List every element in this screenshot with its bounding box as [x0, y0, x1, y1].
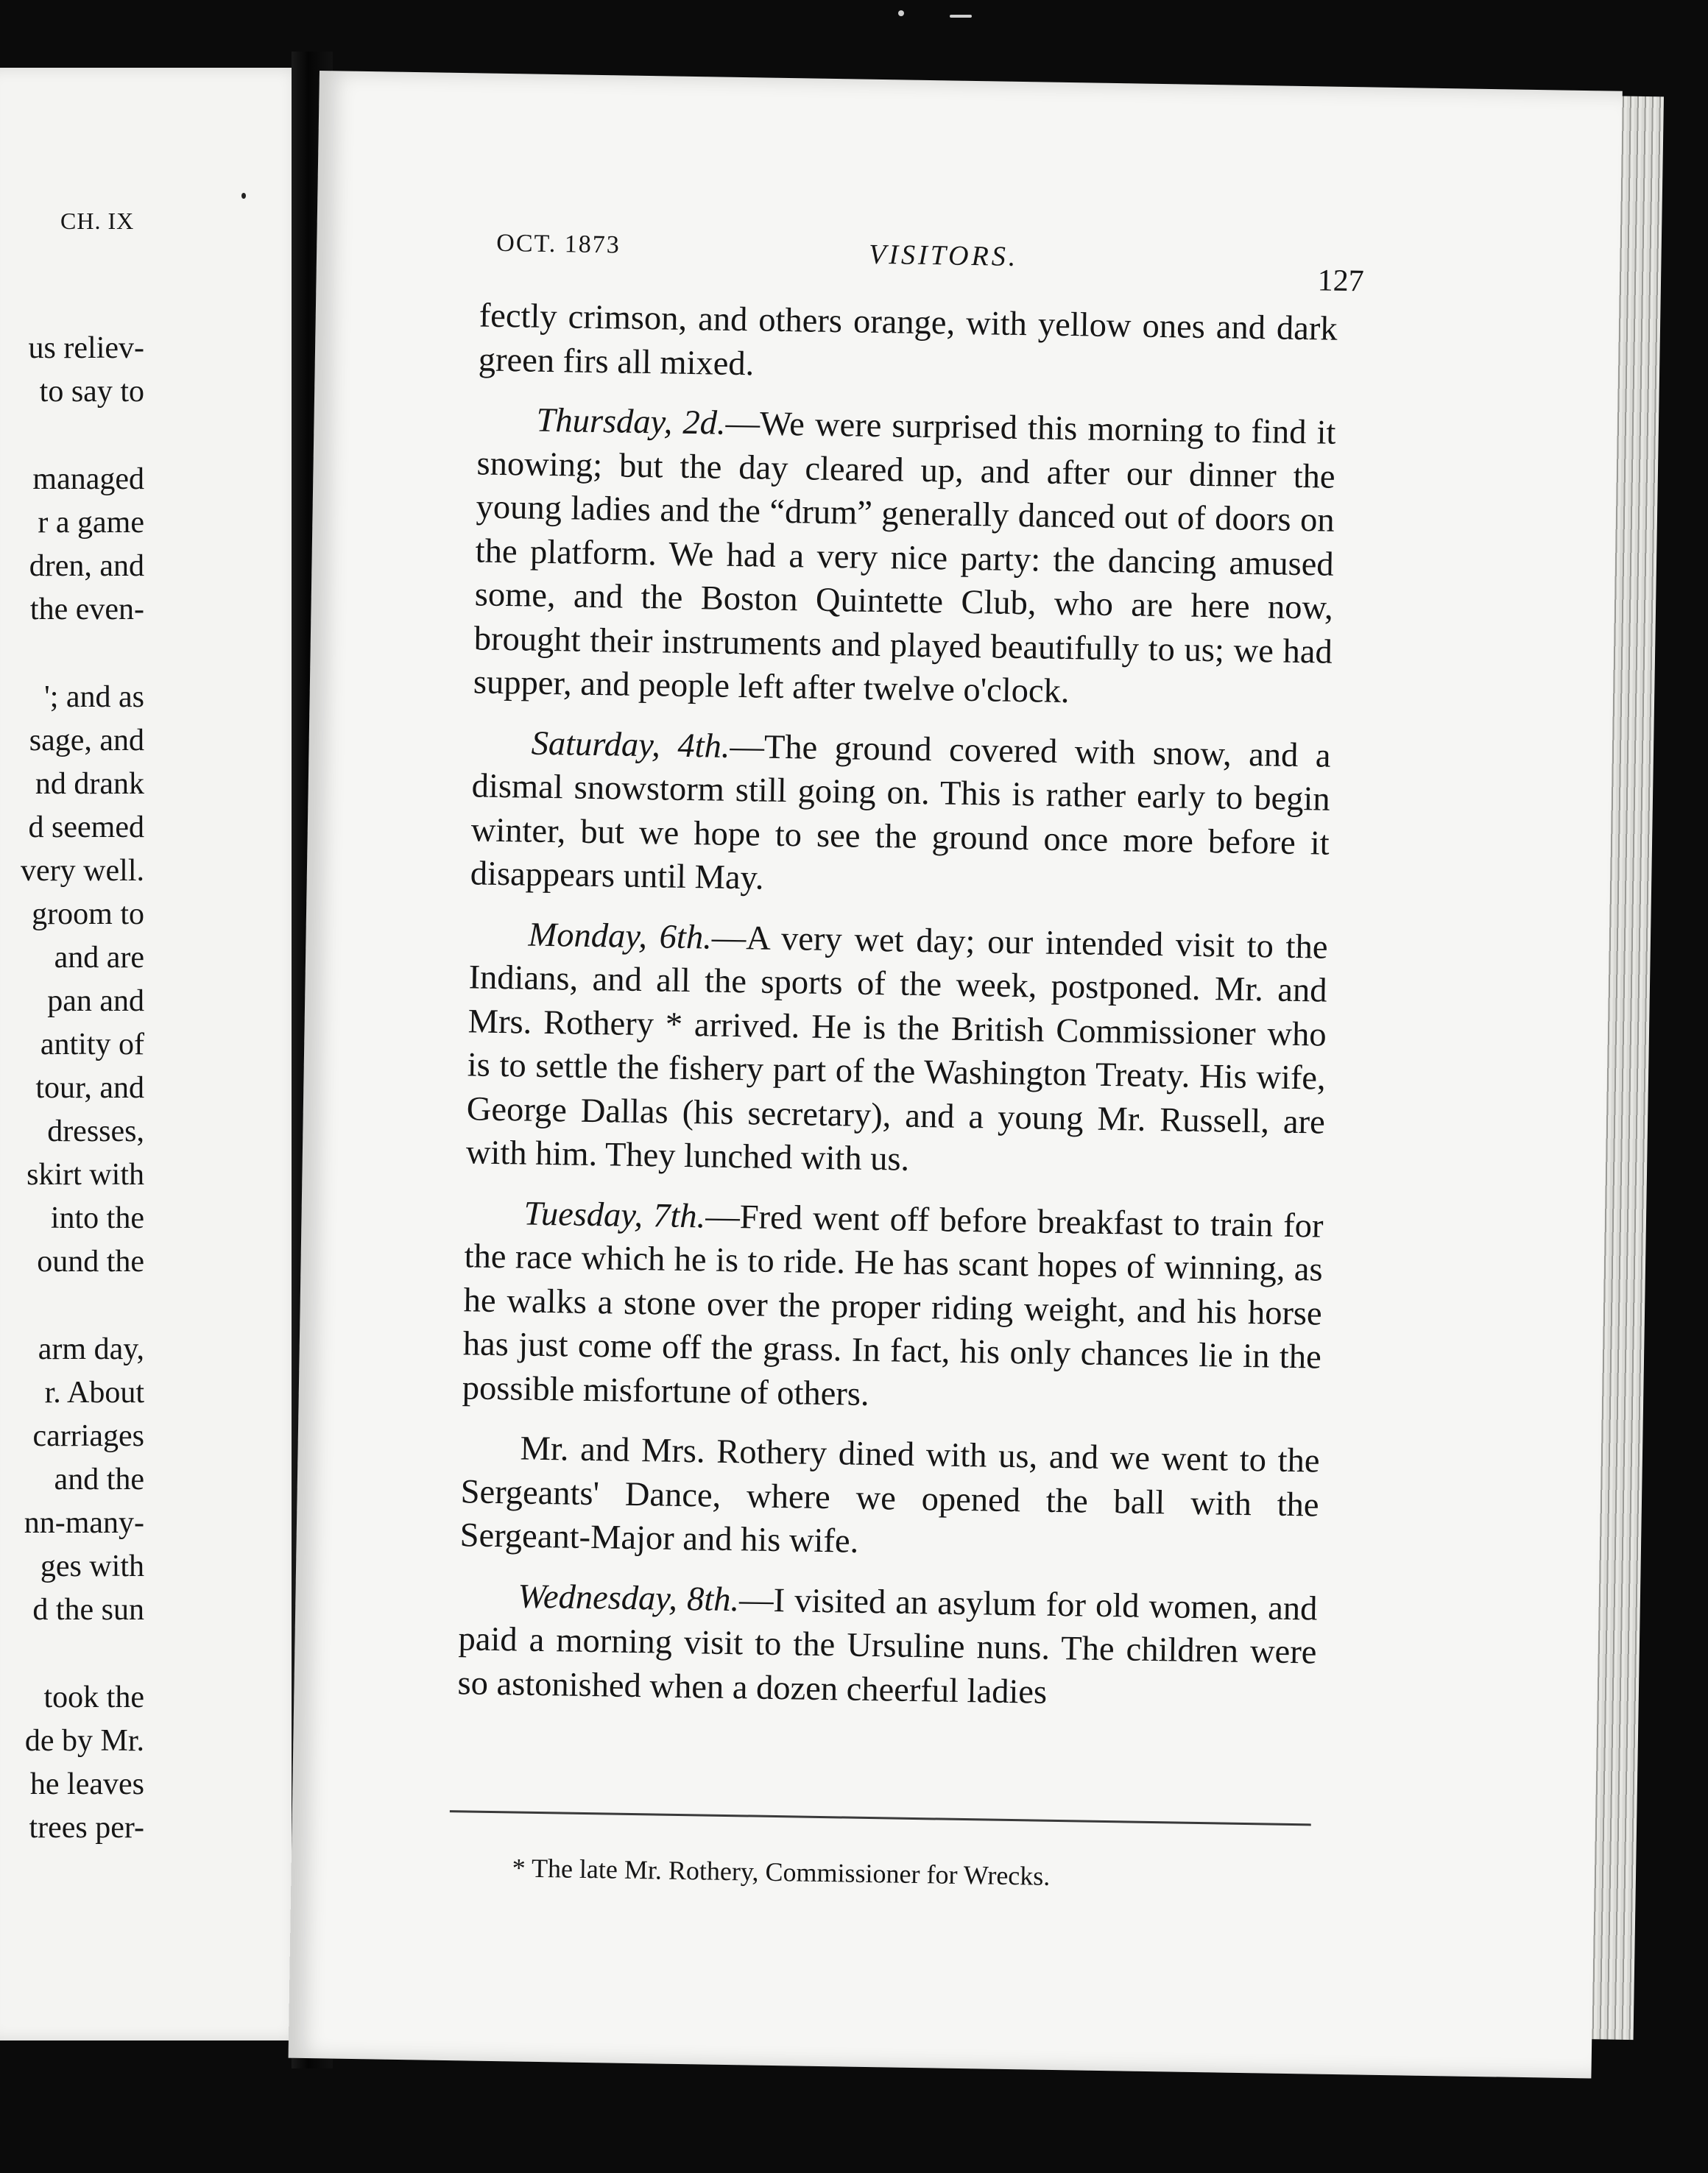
left-line: groom to [32, 897, 144, 931]
entry-date: Thursday, 2d. [536, 401, 726, 442]
left-line: to say to [39, 375, 144, 409]
paragraph [459, 1426, 1320, 1571]
scan-speck [950, 15, 972, 18]
left-chapter-header: CH. IX [60, 208, 135, 234]
footnote-rule [450, 1810, 1311, 1826]
left-line: the even- [29, 593, 144, 626]
paragraph-text: —Fred went off before breakfast to train for the race which he is to ride. He has scant hopes of winning, as he walks a stone over the proper riding weight, and his horse has just come off the grass. In fact, his only chances lie in the possible misfortune of others. [462, 1197, 1324, 1413]
left-line: tour, and [35, 1071, 144, 1105]
paragraph-text: —We were surprised this morning to find it snowing; but the day cleared up, and after our dinner the young ladies and the “drum” generally danced out of doors on the platform. We had a very nice party: the dancing amused some, and the Boston Quintette Club, who are here now, brought their instruments and played beautifully to us; we had supper, and people left after twelve o'clock. [473, 404, 1336, 711]
left-line: took the [43, 1681, 144, 1714]
entry-date: Wednesday, 8th. [518, 1577, 740, 1619]
running-header-title: VISITORS. [868, 239, 1019, 272]
paragraph-text: —The ground covered with snow, and a dismal snowstorm still going on. This is rather early to begin winter, but we hope to see the ground once more before it disappears until May. [470, 727, 1331, 897]
left-line: antity of [40, 1028, 144, 1061]
left-line: he leaves [29, 1767, 144, 1801]
paragraph [462, 1191, 1324, 1424]
right-page [289, 71, 1623, 2078]
left-line: d the sun [32, 1593, 144, 1627]
left-line: nn-many- [24, 1506, 144, 1540]
left-line: r a game [38, 506, 144, 540]
left-line: pan and [47, 984, 144, 1018]
footnote: * The late Mr. Rothery, Commissioner for Wrecks. [512, 1853, 1051, 1891]
left-line: managed [32, 462, 144, 496]
page-number: 127 [1317, 264, 1365, 299]
left-line: into the [50, 1201, 144, 1235]
left-line: ound the [37, 1245, 144, 1279]
paragraph-text: Mr. and Mrs. Rothery dined with us, and we went to the Sergeants' Dance, where we opened the ball with the Sergeant-Major and his wife. [459, 1430, 1320, 1561]
left-line: r. About [44, 1376, 144, 1410]
left-line: arm day, [38, 1332, 144, 1366]
left-line: skirt with [27, 1158, 144, 1192]
paragraph-text: —A very wet day; our intended visit to the Indians, and all the sports of the week, postponed. Mr. and Mrs. Rothery * arrived. He is the British Commissioner who is to settle the fishery part of the Washington Treaty. His wife, George Dallas (his secretary), and a young Mr. Russell, are with him. They lunched with us. [465, 919, 1328, 1179]
left-line: '; and as [44, 680, 144, 714]
scan-speck [241, 193, 246, 199]
left-line: ges with [40, 1550, 144, 1583]
left-line: nd drank [35, 767, 144, 801]
left-line: dresses, [47, 1114, 144, 1148]
left-line: us reliev- [28, 331, 144, 365]
left-line: d seemed [28, 810, 144, 844]
left-line: and are [54, 941, 144, 975]
paragraph [470, 721, 1331, 909]
left-line: trees per- [29, 1811, 144, 1845]
entry-date: Saturday, 4th. [531, 724, 730, 766]
left-line: sage, and [29, 724, 144, 757]
left-line: very well. [21, 854, 144, 888]
scan-speck [898, 10, 904, 16]
paragraph [465, 912, 1327, 1188]
paragraph-text: fectly crimson, and others orange, with yellow ones and dark green firs all mixed. [478, 297, 1338, 383]
left-line: de by Mr. [24, 1724, 144, 1758]
body-text [457, 294, 1338, 1718]
running-header-date: OCT. 1873 [496, 229, 621, 259]
left-page [0, 68, 309, 2041]
left-line: dren, and [29, 549, 144, 583]
entry-date: Monday, 6th. [528, 916, 713, 957]
paragraph [457, 1574, 1318, 1719]
left-line: carriages [32, 1419, 144, 1453]
paragraph [473, 398, 1336, 718]
left-line: and the [54, 1463, 144, 1497]
entry-date: Tuesday, 7th. [523, 1195, 706, 1235]
paragraph [478, 294, 1338, 395]
paragraph-text: —I visited an asylum for old women, and paid a morning visit to the Ursuline nuns. The children were so astonished when a dozen cheerful ladies [457, 1580, 1318, 1711]
